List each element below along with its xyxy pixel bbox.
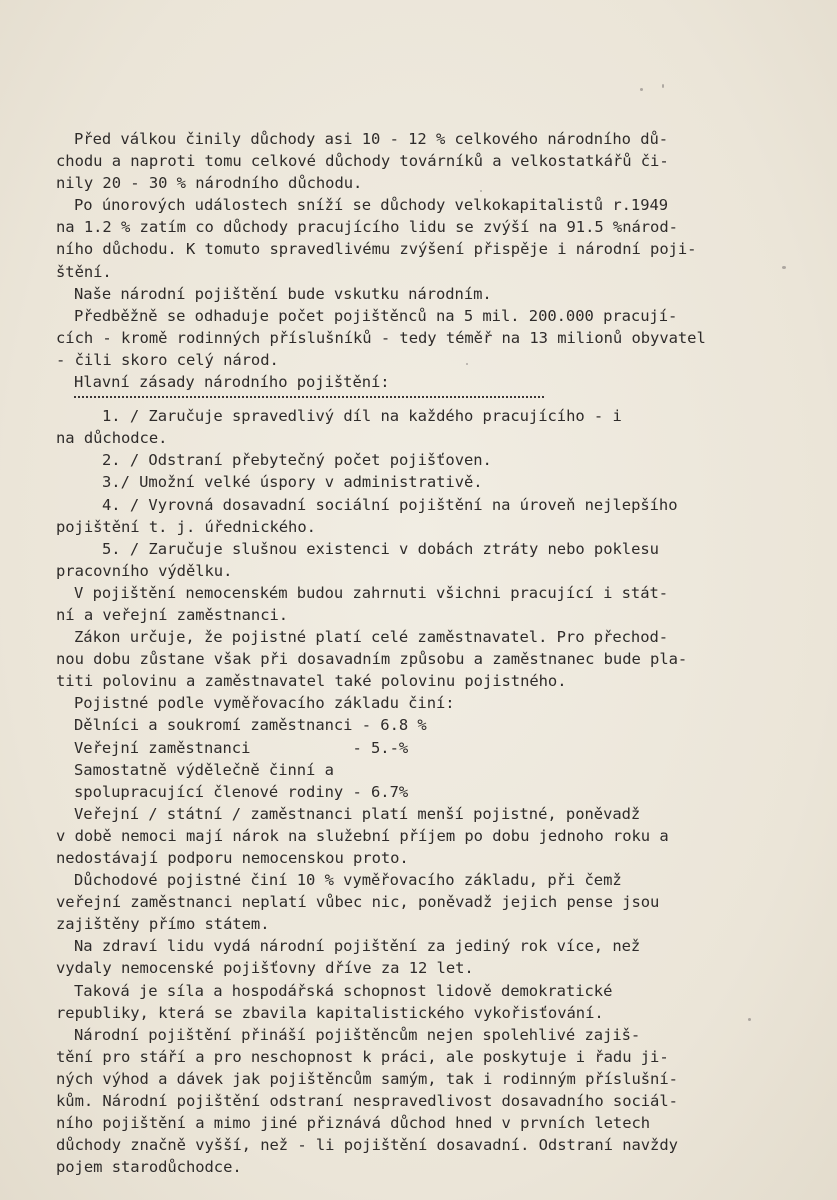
list-item: 4. / Vyrovná dosavadní sociální pojištění na úroveň nejlepšího xyxy=(102,495,678,514)
text-line: V pojištění nemocenském budou zahrnuti všichni pracující i stát- xyxy=(74,583,669,602)
text-line: tění pro stáří a pro neschopnost k práci, ale poskytuje i řadu ji- xyxy=(56,1047,669,1066)
text-line: ných výhod a dávek jak pojištěncům samým, tak i rodinným příslušní- xyxy=(56,1069,678,1088)
text-line: pracovního výdělku. xyxy=(56,561,233,580)
text-line: ního pojištění a mimo jiné přiznává důchod hned v prvních letech xyxy=(56,1114,651,1133)
text-line: nou dobu zůstane však při dosavadním způsobu a zaměstnanec bude pla- xyxy=(56,650,688,669)
rates-heading: Pojistné podle vyměřovacího základu činí: xyxy=(74,694,455,713)
text-line: Naše národní pojištění bude vskutku národním. xyxy=(74,284,492,303)
section-heading: Hlavní zásady národního pojištění: xyxy=(74,373,390,392)
text-line: ní a veřejní zaměstnanci. xyxy=(56,605,289,624)
list-item: 5. / Zaručuje slušnou existenci v dobách ztráty nebo poklesu xyxy=(102,539,659,558)
text-line: nily 20 - 30 % národního důchodu. xyxy=(56,174,363,193)
text-line: Důchodové pojistné činí 10 % vyměřovacího základu, při čemž xyxy=(74,871,622,890)
text-line: kům. Národní pojištění odstraní nespravedlivost dosavadního sociál- xyxy=(56,1092,678,1111)
paper-speck xyxy=(748,1018,751,1021)
heading-underline xyxy=(74,396,544,398)
text-line: Před válkou činily důchody asi 10 - 12 % celkového národního dů- xyxy=(74,130,669,148)
text-line: Po únorových událostech sníží se důchody velkokapitalistů r.1949 xyxy=(74,196,669,215)
text-line: Taková je síla a hospodářská schopnost lidově demokratické xyxy=(74,981,613,1000)
text-line: na důchodce. xyxy=(56,429,168,448)
paper-speck xyxy=(466,363,468,365)
text-line: Zákon určuje, že pojistné platí celé zaměstnavatel. Pro přechod- xyxy=(74,628,669,647)
text-line: Veřejní / státní / zaměstnanci platí menší pojistné, poněvadž xyxy=(74,804,641,823)
text-line: pojem starodůchodce. xyxy=(56,1158,242,1177)
text-line: - čili skoro celý národ. xyxy=(56,350,279,369)
text-line: štění. xyxy=(56,262,112,281)
text-line: na 1.2 % zatím co důchody pracujícího lidu se zvýší na 91.5 %národ- xyxy=(56,218,678,237)
text-line: veřejní zaměstnanci neplatí vůbec nic, poněvadž jejich pense jsou xyxy=(56,893,660,912)
list-item: 3./ Umožní velké úspory v administrativě. xyxy=(102,473,483,492)
text-line: vydaly nemocenské pojišťovny dříve za 12 let. xyxy=(56,959,474,978)
list-item: 2. / Odstraní přebytečný počet pojišťoven. xyxy=(102,451,492,470)
paper-speck xyxy=(662,84,664,88)
rate-row: Veřejní zaměstnanci - 5.-% xyxy=(74,738,409,757)
text-line: chodu a naproti tomu celkové důchody továrníků a velkostatkářů či- xyxy=(56,152,669,171)
rate-row: Dělníci a soukromí zaměstnanci - 6.8 % xyxy=(74,716,427,735)
text-line: důchody značně vyšší, než - li pojištění dosavadní. Odstraní navždy xyxy=(56,1136,678,1155)
text-line: Na zdraví lidu vydá národní pojištění za jediný rok více, než xyxy=(74,937,641,956)
text-line: v době nemoci mají nárok na služební příjem po dobu jednoho roku a xyxy=(56,826,669,845)
text-line: republiky, která se zbavila kapitalistického vykořisťování. xyxy=(56,1003,604,1022)
rate-row: spolupracující členové rodiny - 6.7% xyxy=(74,782,409,801)
document-body xyxy=(56,128,800,1178)
text-line: nedostávají podporu nemocenskou proto. xyxy=(56,849,409,867)
rate-row: Samostatně výdělečně činní a xyxy=(74,760,334,779)
text-line: cích - kromě rodinných příslušníků - tedy téměř na 13 milionů obyvatel xyxy=(56,328,706,347)
text-line: titi polovinu a zaměstnavatel také polovinu pojistného. xyxy=(56,672,567,691)
paper-speck xyxy=(640,88,643,91)
text-line: zajištěny přímo státem. xyxy=(56,915,270,934)
list-item: 1. / Zaručuje spravedlivý díl na každého pracujícího - i xyxy=(102,407,622,426)
paper-speck xyxy=(480,190,482,192)
text-line: Předběžně se odhaduje počet pojištěnců na 5 mil. 200.000 pracují- xyxy=(74,306,678,325)
text-line: pojištění t. j. úřednického. xyxy=(56,517,316,536)
text-line: ního důchodu. K tomuto spravedlivému zvýšení přispěje i národní poji- xyxy=(56,240,697,259)
text-line: Národní pojištění přináší pojištěncům nejen spolehlivé zajiš- xyxy=(74,1025,641,1044)
paper-speck xyxy=(782,266,786,269)
